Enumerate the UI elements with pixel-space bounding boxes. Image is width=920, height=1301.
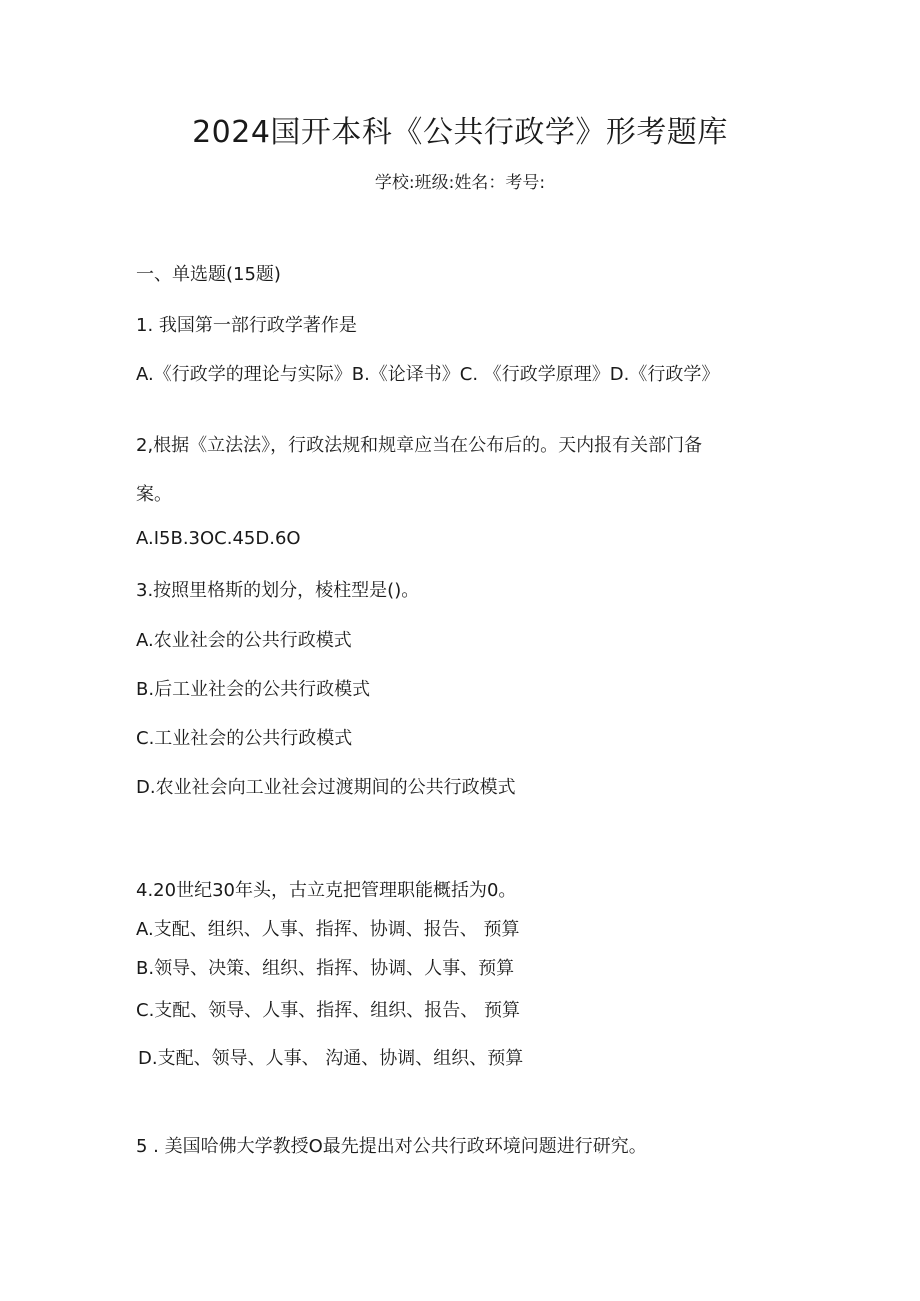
question-2-stem-line2: 案。 (136, 484, 172, 505)
question-1-options: A.《行政学的理论与实际》B.《论译书》C. 《行政学原理》D.《行政学》 (136, 364, 720, 385)
question-4-option-a: A.支配、组织、人事、指挥、协调、报告、 预算 (136, 919, 520, 940)
question-4-option-d: D.支配、领导、人事、 沟通、协调、组织、预算 (138, 1048, 524, 1069)
question-3-option-b: B.后工业社会的公共行政模式 (136, 679, 371, 700)
question-3-option-c: C.工业社会的公共行政模式 (136, 728, 353, 749)
question-2-stem-line1: 2,根据《立法法》，行政法规和规章应当在公布后的。天内报有关部门备 (136, 435, 703, 456)
question-4-option-b: B.领导、决策、组织、指挥、协调、人事、预算 (136, 958, 515, 979)
page-title: 2024国开本科《公共行政学》形考题库 (192, 115, 728, 150)
question-3-option-a: A.农业社会的公共行政模式 (136, 630, 352, 651)
question-3-option-d: D.农业社会向工业社会过渡期间的公共行政模式 (136, 777, 516, 798)
question-1-stem: 1. 我国第一部行政学著作是 (136, 315, 357, 336)
page-subtitle: 学校:班级:姓名：考号: (374, 173, 546, 193)
question-5-stem: 5 . 美国哈佛大学教授O最先提出对公共行政环境问题进行研究。 (136, 1136, 647, 1157)
question-2-options: A.I5B.3OC.45D.6O (136, 528, 301, 549)
question-4-stem: 4.20世纪30年头，古立克把管理职能概括为0。 (136, 880, 517, 901)
section-heading: 一、单选题(15题) (136, 264, 281, 285)
question-3-stem: 3.按照里格斯的划分，棱柱型是()。 (136, 580, 420, 601)
question-4-option-c: C.支配、领导、人事、指挥、组织、报告、 预算 (136, 1000, 521, 1021)
